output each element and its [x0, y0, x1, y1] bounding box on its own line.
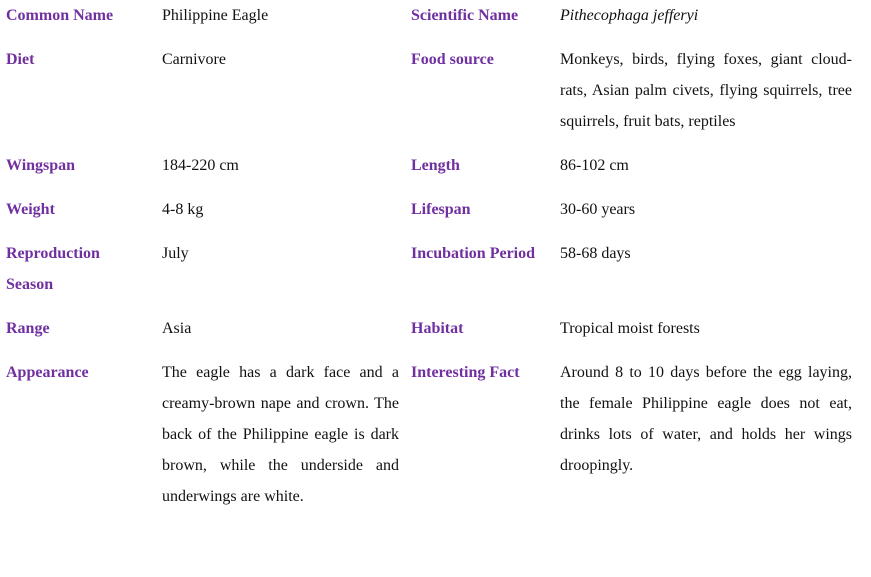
table-row-reproduction: [0, 225, 871, 300]
length-value: 86-102 cm: [560, 157, 629, 174]
incubation-period-value: 58-68 days: [560, 245, 631, 262]
lifespan-label: Lifespan: [411, 201, 471, 218]
table-row-appearance: [0, 344, 871, 512]
lifespan-value: 30-60 years: [560, 201, 636, 218]
scientific-name-value: Pithecophaga jefferyi: [560, 7, 699, 24]
common-name-label: Common Name: [6, 7, 114, 24]
interesting-fact-label: Interesting Fact: [411, 364, 520, 381]
wingspan-label: Wingspan: [6, 157, 76, 174]
range-value: Asia: [162, 320, 192, 337]
table-row-diet: [0, 31, 871, 137]
length-label: Length: [411, 157, 460, 174]
reproduction-season-value: July: [162, 245, 189, 262]
diet-value: Carnivore: [162, 51, 226, 68]
reproduction-season-label: Reproduction Season: [6, 245, 100, 293]
interesting-fact-value: Around 8 to 10 days before the egg laying, the female Philippine eagle does not eat, drinks lots of water, and holds her wings droopingly.: [560, 364, 852, 474]
wingspan-value: 184-220 cm: [162, 157, 239, 174]
table-row-wingspan: [0, 137, 871, 181]
habitat-label: Habitat: [411, 320, 464, 337]
food-source-label: Food source: [411, 51, 494, 68]
range-label: Range: [6, 320, 50, 337]
table-row-common-name: [0, 0, 871, 31]
habitat-value: Tropical moist forests: [560, 320, 700, 337]
diet-label: Diet: [6, 51, 35, 68]
appearance-label: Appearance: [6, 364, 89, 381]
weight-label: Weight: [6, 201, 55, 218]
table-row-range: [0, 300, 871, 344]
common-name-value: Philippine Eagle: [162, 7, 269, 24]
appearance-value: The eagle has a dark face and a creamy-brown nape and crown. The back of the Philippine eagle is dark brown, while the underside and underwings are white.: [162, 364, 399, 505]
incubation-period-label: Incubation Period: [411, 245, 536, 262]
weight-value: 4-8 kg: [162, 201, 204, 218]
table-row-weight: [0, 181, 871, 225]
scientific-name-label: Scientific Name: [411, 7, 519, 24]
food-source-value: Monkeys, birds, flying foxes, giant cloud-rats, Asian palm civets, flying squirrels, tree squirrels, fruit bats, reptiles: [560, 51, 852, 130]
